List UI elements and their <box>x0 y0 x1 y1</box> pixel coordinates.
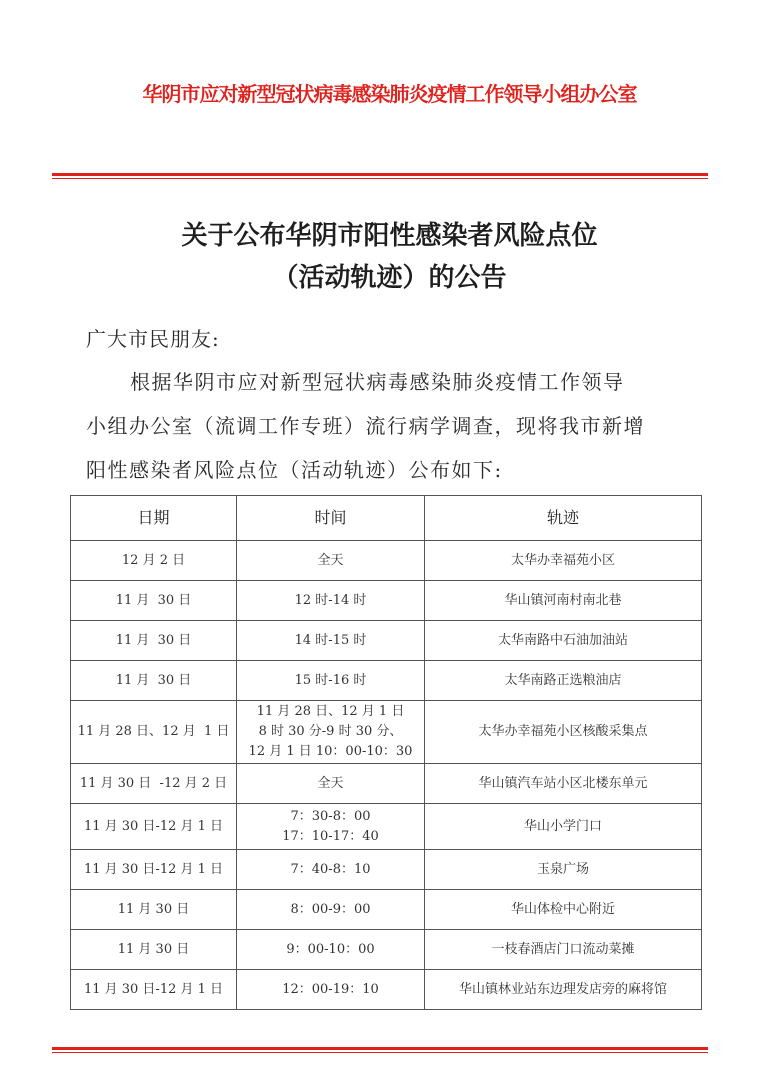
time-cell <box>237 764 425 804</box>
date-cell: 11 月 30 日 <box>71 581 237 621</box>
time-line: 7：40-8：10 <box>290 861 371 877</box>
time-cell <box>237 890 425 930</box>
table-row <box>71 850 702 890</box>
time-cell <box>237 541 425 581</box>
table-row <box>71 701 702 764</box>
date-cell: 11 月 30 日 -12 月 2 日 <box>71 764 237 804</box>
time-line: 15 时-16 时 <box>294 672 367 688</box>
time-line: 12 月 1 日 10：00-10：30 <box>248 744 413 759</box>
document-title-line-2: （活动轨迹）的公告 <box>272 263 507 293</box>
time-line: 12：00-19：10 <box>282 981 379 997</box>
track-cell: 太华南路中石油加油站 <box>425 621 702 661</box>
track-cell: 华山小学门口 <box>425 804 702 850</box>
salutation: 广大市民朋友: <box>86 327 220 351</box>
date-cell: 11 月 28 日、12 月 1 日 <box>71 701 237 764</box>
table-body <box>71 541 702 1010</box>
document-title-line-1: 关于公布华阴市阳性感染者风险点位 <box>181 221 598 251</box>
track-cell: 太华办幸福苑小区 <box>425 541 702 581</box>
date-cell: 11 月 30 日 <box>71 890 237 930</box>
time-line: 14 时-15 时 <box>294 632 367 648</box>
date-cell: 11 月 30 日-12 月 1 日 <box>71 970 237 1010</box>
time-line: 8 时 30 分-9 时 30 分、 <box>258 724 403 739</box>
time-line: 12 时-14 时 <box>294 592 367 608</box>
track-cell: 玉泉广场 <box>425 850 702 890</box>
time-cell <box>237 661 425 701</box>
time-line: 11 月 28 日、12 月 1 日 <box>256 704 405 719</box>
time-cell <box>237 701 425 764</box>
table-row <box>71 661 702 701</box>
time-line: 7：30-8：00 <box>290 808 371 824</box>
date-cell: 11 月 30 日 <box>71 621 237 661</box>
track-cell: 华山体检中心附近 <box>425 890 702 930</box>
header-red-rule <box>52 173 708 180</box>
time-cell <box>237 581 425 621</box>
table-row <box>71 541 702 581</box>
table-row <box>71 890 702 930</box>
table-row <box>71 930 702 970</box>
time-line: 全天 <box>317 775 344 791</box>
header-date: 日期 <box>71 496 237 541</box>
date-cell: 12 月 2 日 <box>71 541 237 581</box>
body-paragraph-line-1: 根据华阴市应对新型冠状病毒感染肺炎疫情工作领导 <box>130 370 625 394</box>
table-row <box>71 804 702 850</box>
date-cell: 11 月 30 日 <box>71 930 237 970</box>
date-cell: 11 月 30 日 <box>71 661 237 701</box>
time-line: 全天 <box>317 552 344 568</box>
time-cell <box>237 850 425 890</box>
table-row <box>71 764 702 804</box>
table-row <box>71 581 702 621</box>
time-cell <box>237 804 425 850</box>
track-cell: 一枝春酒店门口流动菜摊 <box>425 930 702 970</box>
time-line: 8：00-9：00 <box>290 901 371 917</box>
track-cell: 太华南路正选粮油店 <box>425 661 702 701</box>
body-paragraph-line-2: 小组办公室（流调工作专班）流行病学调查，现将我市新增 <box>86 414 645 438</box>
time-cell <box>237 970 425 1010</box>
footer-red-rule <box>52 1047 708 1054</box>
time-line: 17：10-17：40 <box>282 828 379 844</box>
table-row <box>71 621 702 661</box>
time-line: 9：00-10：00 <box>286 941 375 957</box>
date-cell: 11 月 30 日-12 月 1 日 <box>71 850 237 890</box>
time-cell <box>237 621 425 661</box>
header-track: 轨迹 <box>425 496 702 541</box>
table-header-row <box>71 496 702 541</box>
track-cell: 太华办幸福苑小区核酸采集点 <box>425 701 702 764</box>
table-row <box>71 970 702 1010</box>
track-cell: 华山镇林业站东边理发店旁的麻将馆 <box>425 970 702 1010</box>
risk-location-table <box>70 495 702 1010</box>
body-paragraph-line-3: 阳性感染者风险点位（活动轨迹）公布如下: <box>86 458 503 482</box>
time-cell <box>237 930 425 970</box>
date-cell: 11 月 30 日-12 月 1 日 <box>71 804 237 850</box>
track-cell: 华山镇汽车站小区北楼东单元 <box>425 764 702 804</box>
header-time: 时间 <box>237 496 425 541</box>
issuing-office-header: 华阴市应对新型冠状病毒感染肺炎疫情工作领导小组办公室 <box>142 82 637 106</box>
track-cell: 华山镇河南村南北巷 <box>425 581 702 621</box>
